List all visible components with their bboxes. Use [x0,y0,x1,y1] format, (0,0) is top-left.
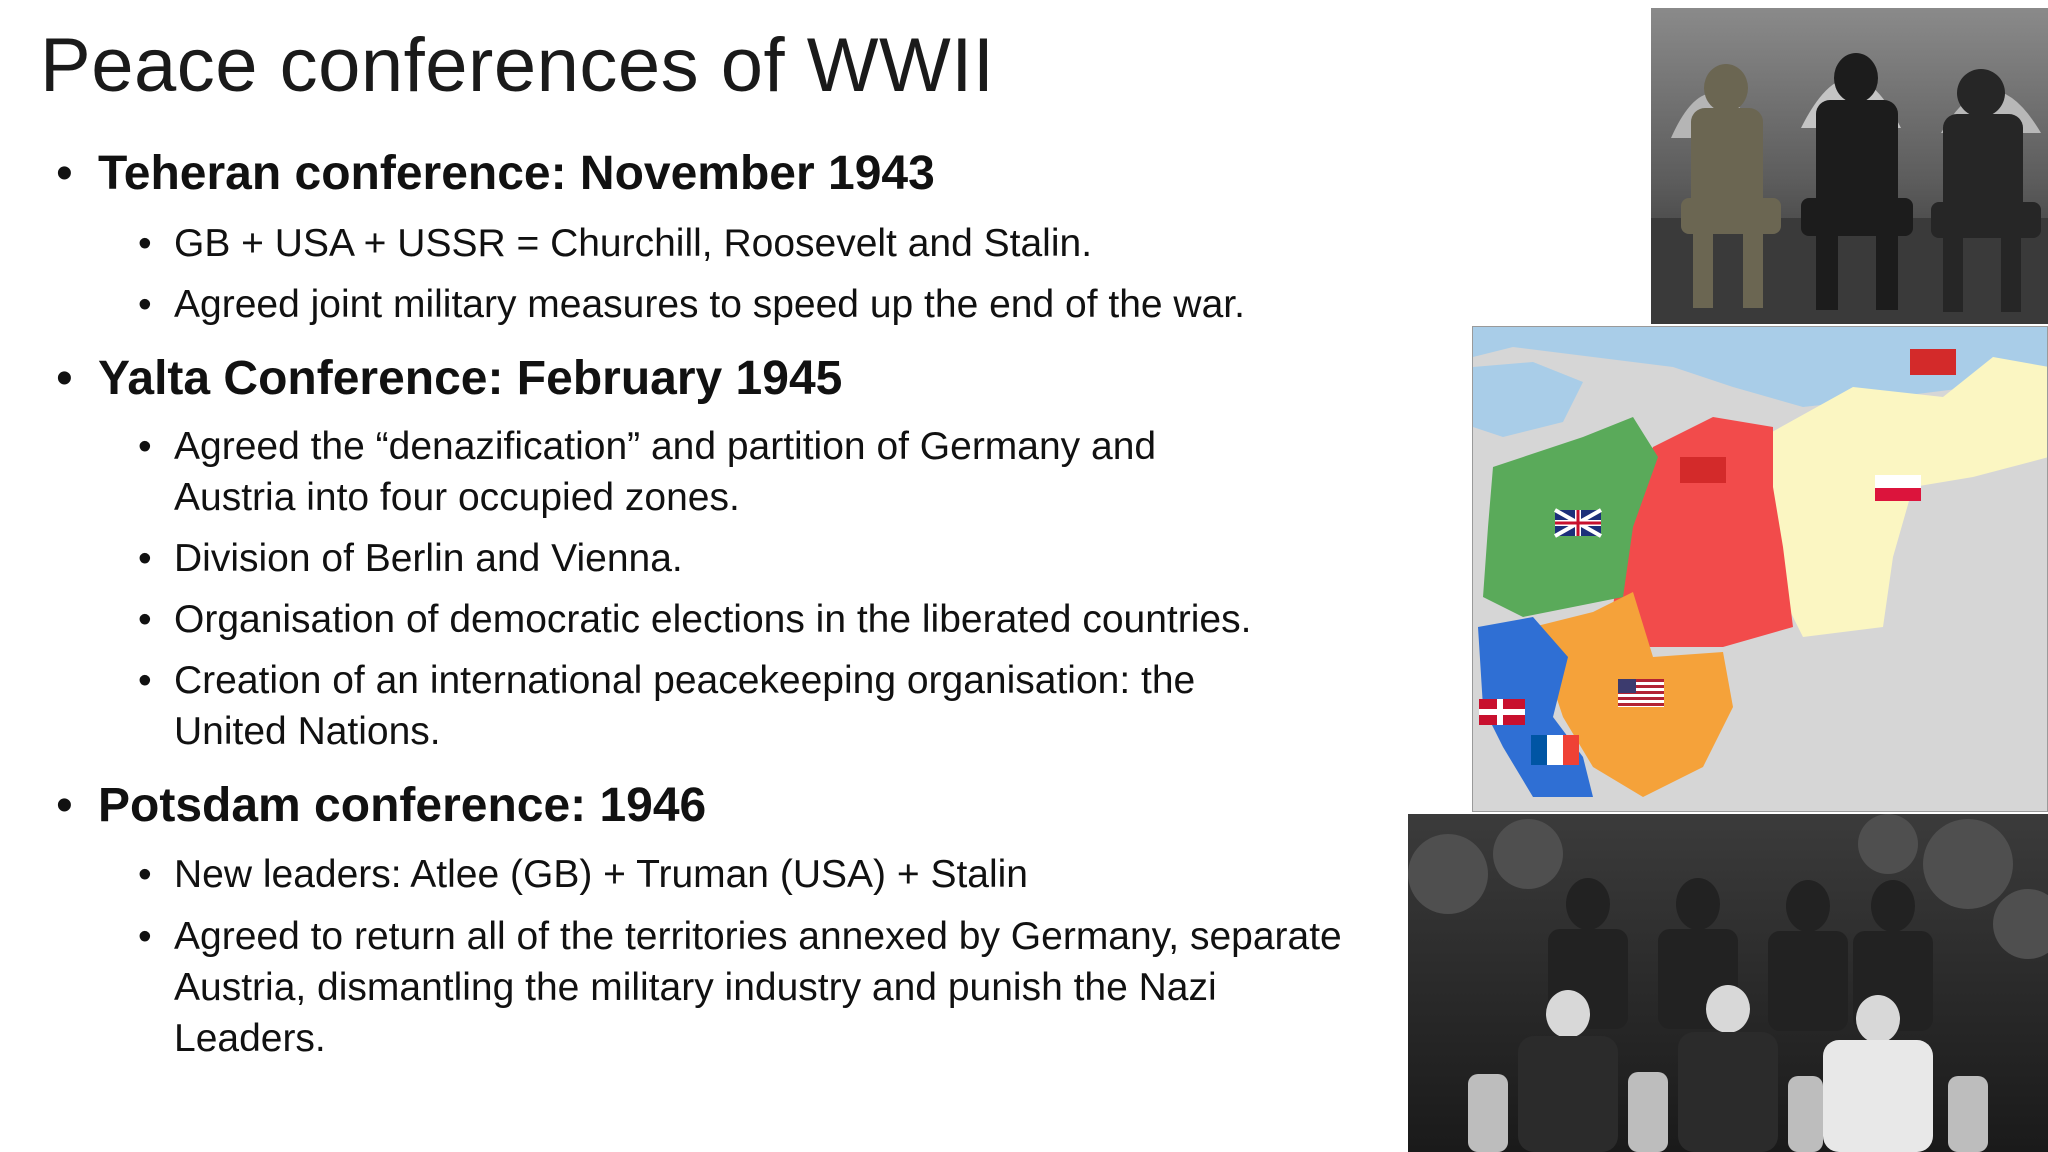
bullet-teheran-measures: • Agreed joint military measures to speed up the end of the war. [174,279,1394,330]
section-heading-potsdam: • Potsdam conference: 1946 [98,780,706,833]
bullet-potsdam-leaders: • New leaders: Atlee (GB) + Truman (USA) + Stalin [174,849,1394,900]
bullet-yalta-denazification: • Agreed the “denazification” and partition of Germany and Austria into four occupied zones. [174,421,1274,523]
potsdam-leaders-photo [1408,814,2048,1152]
section-heading-teheran: • Teheran conference: November 1943 [98,148,935,201]
bullet-yalta-united-nations: • Creation of an international peacekeeping organisation: the United Nations. [174,655,1314,757]
bullet-yalta-elections: • Organisation of democratic elections in the liberated countries. [174,594,1394,645]
slide-title: Peace conferences of WWII [40,23,995,108]
bullet-potsdam-agreements: • Agreed to return all of the territories annexed by Germany, separate Austria, dismantling the military industry and punish the Nazi Leaders. [174,911,1354,1064]
teheran-leaders-photo [1651,8,2048,324]
occupation-zones-map [1472,326,2048,812]
bullet-yalta-berlin-vienna: • Division of Berlin and Vienna. [174,533,1394,584]
section-heading-yalta: • Yalta Conference: February 1945 [98,353,842,406]
bullet-teheran-participants: • GB + USA + USSR = Churchill, Roosevelt and Stalin. [174,218,1394,269]
